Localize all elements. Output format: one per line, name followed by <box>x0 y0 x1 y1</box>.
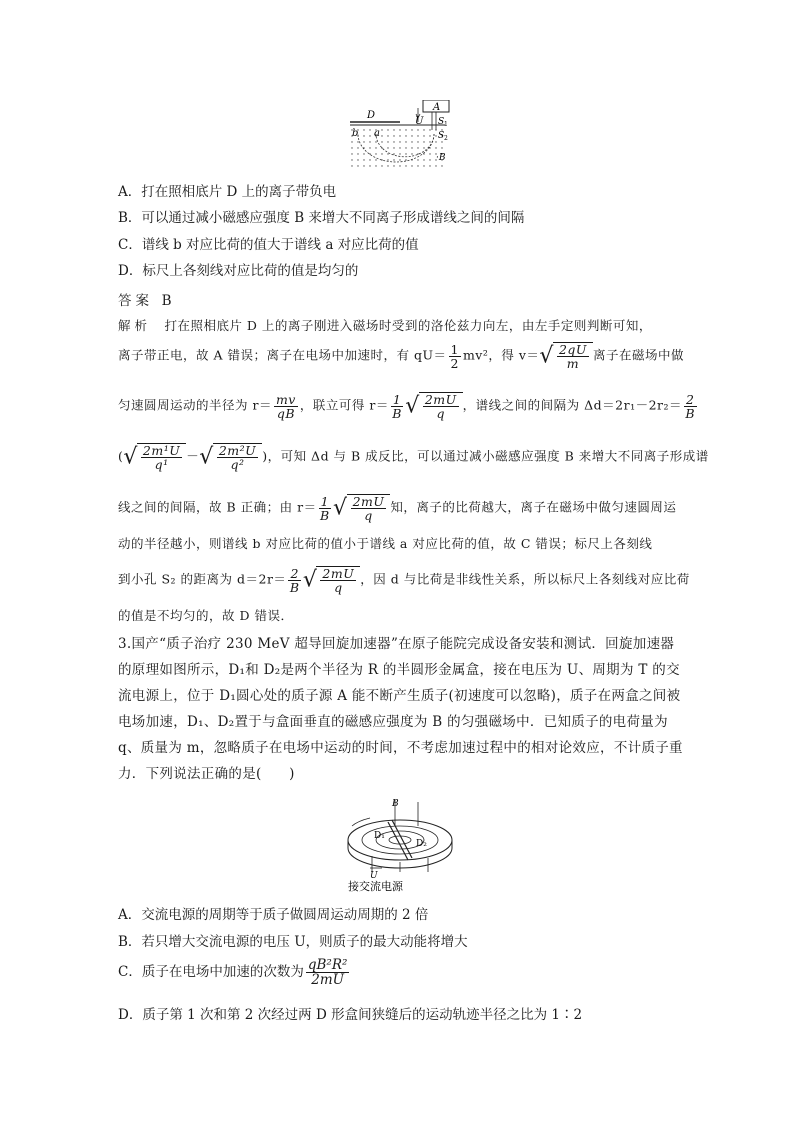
field-dot <box>441 147 442 148</box>
label-b: b <box>352 128 359 139</box>
field-dot <box>405 129 406 130</box>
field-dot <box>351 147 352 148</box>
answer-value: B <box>161 293 172 309</box>
field-dot <box>363 129 364 130</box>
field-dot <box>375 159 376 160</box>
field-dot <box>369 153 370 154</box>
field-dot <box>423 165 424 166</box>
field-dot <box>363 141 364 142</box>
q3-line-5: q、质量为 m，忽略质子在电场中运动的时间，不考虑加速过程中的相对论效应，不计质子重 <box>118 740 683 756</box>
field-dot <box>357 165 358 166</box>
fraction-v: $\frac{2qU}{m}$ <box>558 342 587 372</box>
field-dot <box>399 141 400 142</box>
field-dot <box>393 135 394 136</box>
field-dot <box>399 135 400 136</box>
field-dot <box>399 159 400 160</box>
field-dot <box>393 129 394 130</box>
field-dot <box>423 147 424 148</box>
field-dot <box>363 165 364 166</box>
field-dot <box>387 129 388 130</box>
field-dot <box>411 165 412 166</box>
field-dot <box>435 165 436 166</box>
field-dot <box>417 141 418 142</box>
field-dot <box>405 135 406 136</box>
field-dot <box>381 129 382 130</box>
fraction-r: $\frac{mv}{qB}$ <box>275 391 296 421</box>
label-D1: D₁ <box>374 831 385 841</box>
field-dot <box>393 159 394 160</box>
field-dot <box>423 129 424 130</box>
q3-option-b: B．若只增大交流电源的电压 U，则质子的最大动能将增大 <box>118 934 468 950</box>
field-dot <box>411 147 412 148</box>
field-dot <box>405 141 406 142</box>
label-B: B <box>392 799 399 809</box>
field-dot <box>417 165 418 166</box>
field-dot <box>405 147 406 148</box>
q2-option-d: D．标尺上各刻线对应比荷的值是均匀的 <box>118 263 359 279</box>
q3-line-6: 力．下列说法正确的是( ) <box>118 766 295 782</box>
mass-spectrometer-figure <box>340 100 455 170</box>
q2-option-a: A．打在照相底片 D 上的离子带负电 <box>118 184 337 200</box>
field-dot <box>429 159 430 160</box>
label-U: U <box>370 871 378 881</box>
field-dot <box>405 153 406 154</box>
field-dot <box>363 135 364 136</box>
field-dot <box>375 141 376 142</box>
explanation-line-2: 离子带正电，故 A 错误；离子在电场中加速时，有 qU＝ $\frac{1}{2}$ mv²，得 v＝√ $\frac{2qU}{m}$ 离子在磁场中做 <box>118 341 684 372</box>
q3-line-2: 的原理如图所示，D₁和 D₂是两个半径为 R 的半圆形金属盒，接在电压为 U、周期为 T 的交 <box>118 662 680 678</box>
label-S1: S <box>438 117 445 127</box>
field-dot <box>363 153 364 154</box>
field-dot <box>399 129 400 130</box>
field-dot <box>381 147 382 148</box>
field-dot <box>369 135 370 136</box>
explanation-label: 解析 <box>118 318 152 333</box>
fraction-half: $\frac{1}{2}$ <box>450 341 459 371</box>
q3-option-c: C．质子在电场中加速的次数为 $\frac{\text{qB²R²}}{2mU}$ <box>118 957 348 989</box>
field-dot <box>417 147 418 148</box>
field-dot <box>411 141 412 142</box>
field-dot <box>417 159 418 160</box>
field-dot <box>405 159 406 160</box>
field-dot <box>393 153 394 154</box>
field-dot <box>423 159 424 160</box>
field-dot <box>363 159 364 160</box>
field-dot <box>423 141 424 142</box>
field-dot <box>351 141 352 142</box>
explanation-line-4: (√ $\frac{\text{2m¹U}}{\text{q¹}}$ －√ $\frac{\text{2m²U}}{\text{q²}}$ )，可知 Δd 与 B 成反比，可以通过减小磁感应强度 B 来增大不同离子形成谱 <box>118 443 709 473</box>
field-dot <box>411 135 412 136</box>
field-dot <box>387 135 388 136</box>
field-dot <box>351 159 352 160</box>
field-dot <box>429 129 430 130</box>
explanation-line-5: 线之间的间隔，故 B 正确；由 r＝ $\frac{1}{B}$ √ $\frac{2mU}{q}$ 知，离子的比荷越大，离子在磁场中做匀速圆周运 <box>118 493 677 524</box>
field-dot <box>399 153 400 154</box>
field-dot <box>429 165 430 166</box>
field-dot <box>369 141 370 142</box>
label-D: D <box>367 110 376 121</box>
field-dot <box>381 153 382 154</box>
explanation-line-6: 动的半径越小，则谱线 b 对应比荷的值小于谱线 a 对应比荷的值，故 C 错误；标尺上各刻线 <box>118 536 653 551</box>
figure-caption: 接交流电源 <box>348 880 403 893</box>
field-dot <box>435 147 436 148</box>
field-dot <box>369 147 370 148</box>
field-dot <box>375 153 376 154</box>
label-D2: D₂ <box>416 839 427 849</box>
field-dot <box>369 165 370 166</box>
label-a: a <box>374 128 380 139</box>
label-S2: S <box>438 131 445 141</box>
label-S1-sub: 1 <box>444 121 448 128</box>
field-dot <box>375 165 376 166</box>
explanation-line-1: 解析 打在照相底片 D 上的离子刚进入磁场时受到的洛伦兹力向左，由左手定则判断可知， <box>118 318 652 333</box>
field-dot <box>381 165 382 166</box>
label-S2-sub: 2 <box>444 135 448 142</box>
field-dot <box>351 153 352 154</box>
field-dot <box>429 141 430 142</box>
label-A: A <box>433 102 441 113</box>
field-dot <box>399 147 400 148</box>
field-dot <box>417 153 418 154</box>
field-dot <box>411 153 412 154</box>
field-dot <box>417 135 418 136</box>
field-dot <box>369 129 370 130</box>
q3-option-d: D．质子第 1 次和第 2 次经过两 D 形盒间狭缝后的运动轨迹半径之比为 1∶2 <box>118 1007 583 1023</box>
field-dot <box>393 147 394 148</box>
label-U: U <box>415 116 424 127</box>
field-dot <box>357 141 358 142</box>
field-dot <box>399 165 400 166</box>
answer-line <box>118 289 172 309</box>
q3-line-4: 电场加速，D₁、D₂置于与盒面垂直的磁感应强度为 B 的匀强磁场中．已知质子的电荷量为 <box>118 714 668 730</box>
q2-option-c: C．谱线 b 对应比荷的值大于谱线 a 对应比荷的值 <box>118 237 419 253</box>
field-dot <box>357 147 358 148</box>
label-B: ·B <box>436 153 446 163</box>
q3-line-3: 流电源上，位于 D₁圆心处的质子源 A 能不断产生质子(初速度可以忽略)，质子在两盒之间被 <box>118 688 681 704</box>
field-dot <box>381 135 382 136</box>
fraction-count: $\frac{\text{qB²R²}}{2mU}$ <box>307 957 348 989</box>
explanation-line-3: 匀速圆周运动的半径为 r＝ $\frac{mv}{qB}$ ，联立可得 r＝ $\frac{1}{B}$ √ $\frac{2mU}{q}$ ，谱线之间的间隔为 Δd＝2r₁－2r₂＝ $\frac{2}{B}$ <box>118 391 696 422</box>
field-dot <box>375 147 376 148</box>
field-dot <box>381 141 382 142</box>
field-dot <box>369 159 370 160</box>
field-dot <box>357 159 358 160</box>
field-dot <box>405 165 406 166</box>
cyclotron-figure <box>340 796 460 894</box>
q3-option-a: A．交流电源的周期等于质子做圆周运动周期的 2 倍 <box>118 907 429 923</box>
field-dot <box>435 135 436 136</box>
field-dot <box>393 141 394 142</box>
q3-line-1: 3.国产“质子治疗 230 MeV 超导回旋加速器”在原子能院完成设备安装和测试．回旋加速器 <box>118 636 675 652</box>
answer-label: 答案 <box>118 293 153 309</box>
field-dot <box>429 153 430 154</box>
field-dot <box>411 129 412 130</box>
field-dot <box>357 153 358 154</box>
field-dot <box>441 141 442 142</box>
field-dot <box>393 165 394 166</box>
field-dot <box>387 147 388 148</box>
field-dot <box>417 129 418 130</box>
field-dot <box>387 165 388 166</box>
q2-option-b: B．可以通过减小磁感应强度 B 来增大不同离子形成谱线之间的间隔 <box>118 210 525 226</box>
field-dot <box>387 141 388 142</box>
field-dot <box>351 165 352 166</box>
field-dot <box>429 135 430 136</box>
explanation-line-7: 到小孔 S₂ 的距离为 d＝2r＝ $\frac{2}{B}$ √ $\frac{2mU}{q}$ ，因 d 与比荷是非线性关系，所以标尺上各刻线对应比荷 <box>118 565 690 596</box>
field-dot <box>423 135 424 136</box>
field-dot <box>387 153 388 154</box>
field-dot <box>387 159 388 160</box>
field-dot <box>435 141 436 142</box>
explanation-line-8: 的值是不均匀的，故 D 错误． <box>118 608 294 623</box>
field-dot <box>441 165 442 166</box>
